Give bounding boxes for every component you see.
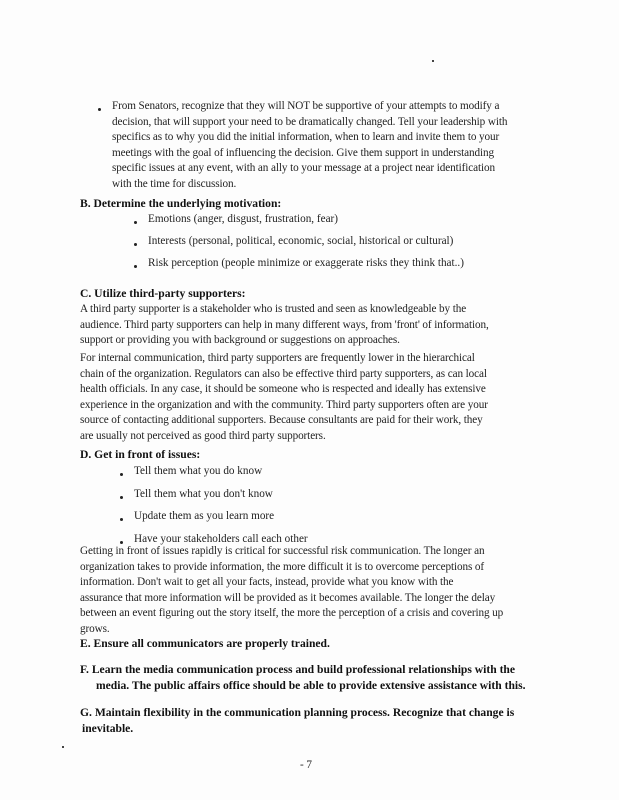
section-f-heading xyxy=(80,662,526,694)
heading-line: G. Maintain flexibility in the communication planning process. Recognize that change is xyxy=(80,706,515,719)
text-line: From Senators, recognize that they will NOT be supportive of your attempts to modify a xyxy=(112,100,500,112)
text-line: assurance that more information will be provided as it becomes available. The longer the delay xyxy=(80,591,496,604)
text-line: chain of the organization. Regulators can also be effective third party supporters, as can local xyxy=(80,367,487,380)
text-line: health officials. In any case, it should be someone who is respected and ideally has extensive xyxy=(80,383,486,395)
text-line: decision, that will support your need to be dramatically changed. Tell your leadership with xyxy=(112,115,508,128)
section-d-paragraph xyxy=(80,544,550,637)
text-line: information. Don't wait to get all your facts, instead, provide what you know with the xyxy=(80,576,454,588)
text-line: between an event figuring out the story itself, the more the perception of a crisis and covering up xyxy=(80,607,504,619)
text-line: source of contacting additional supporters. Because consultants are paid for their work, they xyxy=(80,414,483,426)
bullet-dot xyxy=(120,518,123,521)
section-b-bullet: Emotions (anger, disgust, frustration, fear) xyxy=(148,213,339,225)
section-d-heading: D. Get in front of issues: xyxy=(80,448,201,461)
text-line: specifics as to why you did the initial information, when to learn and invite them to your xyxy=(112,131,500,143)
page-number: - 7 xyxy=(300,759,312,771)
section-d-bullet: Update them as you learn more xyxy=(134,510,275,522)
text-line: Getting in front of issues rapidly is critical for successful risk communication. The longer an xyxy=(80,545,485,557)
section-c-heading: C. Utilize third-party supporters: xyxy=(80,287,246,300)
scan-speck xyxy=(432,60,434,62)
top-bullet-paragraph xyxy=(112,99,512,192)
text-line: experience in the organization and with the community. Third party supporters often are your xyxy=(80,398,488,411)
bullet-dot xyxy=(98,108,101,111)
section-g-heading xyxy=(80,705,514,737)
text-line: meetings with the goal of influencing the decision. Give them support in understanding xyxy=(112,146,494,159)
section-b-bullet: Risk perception (people minimize or exaggerate risks they think that..) xyxy=(148,257,464,269)
text-line: grows. xyxy=(80,622,110,635)
section-c-paragraph-2 xyxy=(80,351,550,444)
heading-line: F. Learn the media communication process and build professional relationships with the xyxy=(80,663,516,676)
section-b-heading: B. Determine the underlying motivation: xyxy=(80,197,282,210)
section-e-heading: E. Ensure all communicators are properly trained. xyxy=(80,637,330,650)
text-line: are usually not perceived as good third party supporters. xyxy=(80,429,326,442)
section-c-paragraph-1 xyxy=(80,302,540,349)
bullet-dot xyxy=(134,221,137,224)
section-d-bullet: Have your stakeholders call each other xyxy=(134,533,308,545)
text-line: organization takes to provide information, the more difficult it is to overcome perceptions of xyxy=(80,560,485,573)
section-b-bullet: Interests (personal, political, economic, social, historical or cultural) xyxy=(148,235,454,247)
heading-line: media. The public affairs office should be able to provide extensive assistance with this. xyxy=(96,679,526,692)
heading-line: inevitable. xyxy=(82,722,134,735)
section-d-bullet: Tell them what you don't know xyxy=(134,488,273,500)
section-d-bullet: Tell them what you do know xyxy=(134,465,263,477)
text-line: audience. Third party supporters can help in many different ways, from 'front' of information, xyxy=(80,318,489,331)
bullet-dot xyxy=(134,265,137,268)
text-line: specific issues at any event, with an ally to your message at a project near identification xyxy=(112,162,495,174)
text-line: A third party supporter is a stakeholder who is trusted and seen as knowledgeable by the xyxy=(80,303,467,315)
bullet-dot xyxy=(120,496,123,499)
scan-speck xyxy=(62,746,64,748)
bullet-dot xyxy=(120,473,123,476)
text-line: support or providing you with background or suggestions on approaches. xyxy=(80,334,400,346)
text-line: For internal communication, third party supporters are frequently lower in the hierarchical xyxy=(80,352,475,364)
bullet-dot xyxy=(134,243,137,246)
text-line: with the time for discussion. xyxy=(112,177,237,190)
